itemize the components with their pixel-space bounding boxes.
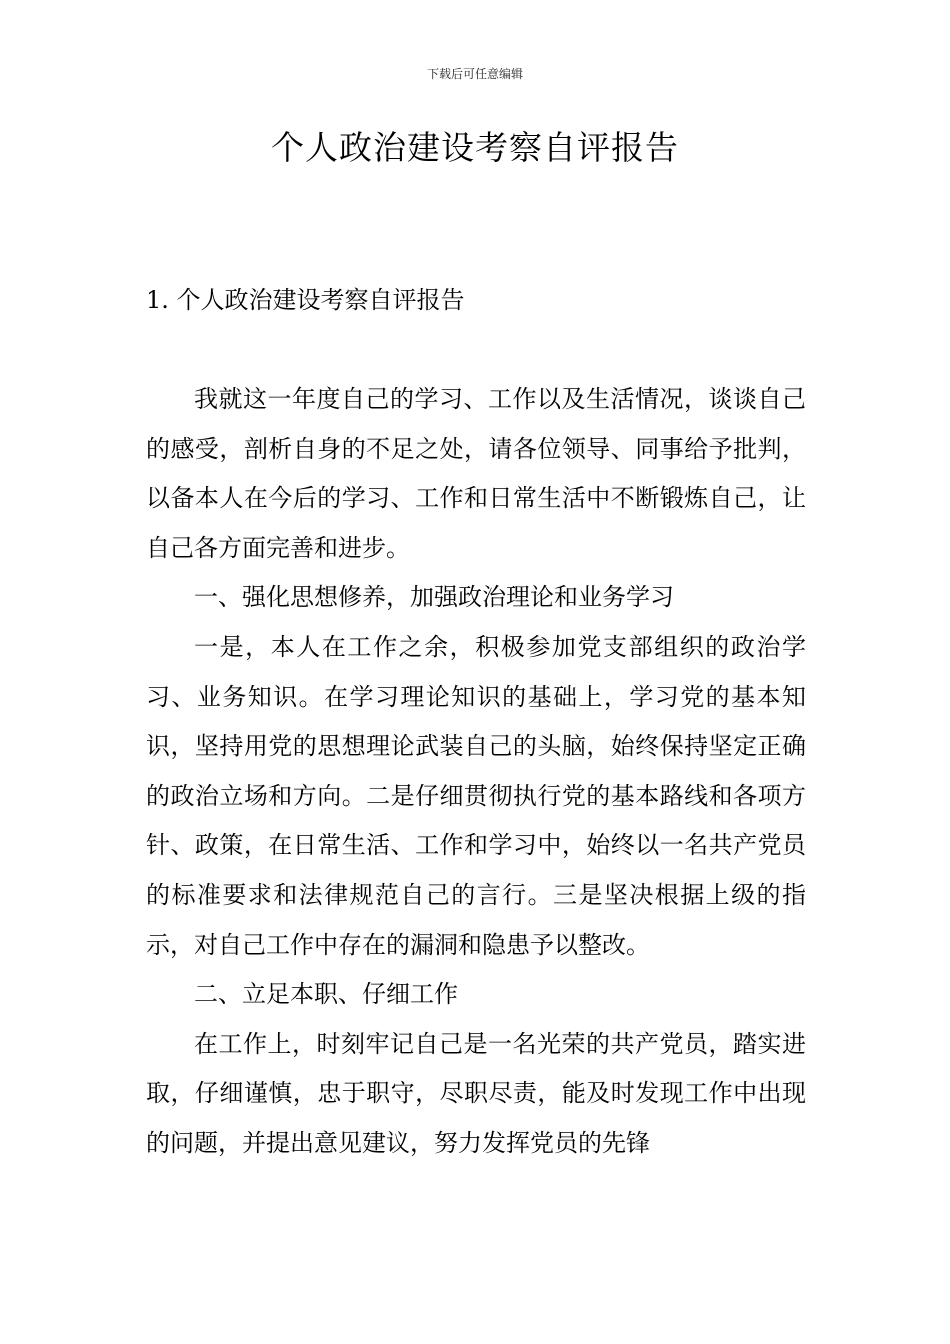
body-text [146, 375, 806, 1169]
paragraph-heading-two: 二、立足本职、仔细工作 [194, 980, 458, 1009]
header-note: 下载后可任意编辑 [426, 67, 523, 81]
document-title: 个人政治建设考察自评报告 [271, 128, 679, 167]
paragraph-study: 一是，本人在工作之余，积极参加党支部组织的政治学习、业务知识。在学习理论知识的基础上，学习党的基本知识，坚持用党的思想理论武装自己的头脑，始终保持坚定正确的政治立场和方向。二是仔细贯彻执行党的基本路线和各项方针、政策，在日常生活、工作和学习中，始终以一名共产党员的标准要求和法律规范自己的言行。三是坚决根据上级的指示，对自己工作中存在的漏洞和隐患予以整改。 [146, 632, 806, 959]
section-heading: 1. 个人政治建设考察自评报告 [146, 286, 465, 314]
paragraph-work: 在工作上，时刻牢记自己是一名光荣的共产党员，踏实进取，仔细谨慎，忠于职守，尽职尽责，能及时发现工作中出现的问题，并提出意见建议，努力发挥党员的先锋 [146, 1029, 806, 1157]
paragraph-heading-one: 一、强化思想修养，加强政治理论和业务学习 [194, 583, 674, 612]
paragraph-intro: 我就这一年度自己的学习、工作以及生活情况，谈谈自己的感受，剖析自身的不足之处，请各位领导、同事给予批判，以备本人在今后的学习、工作和日常生活中不断锻炼自己，让自己各方面完善和进步。 [146, 385, 806, 562]
